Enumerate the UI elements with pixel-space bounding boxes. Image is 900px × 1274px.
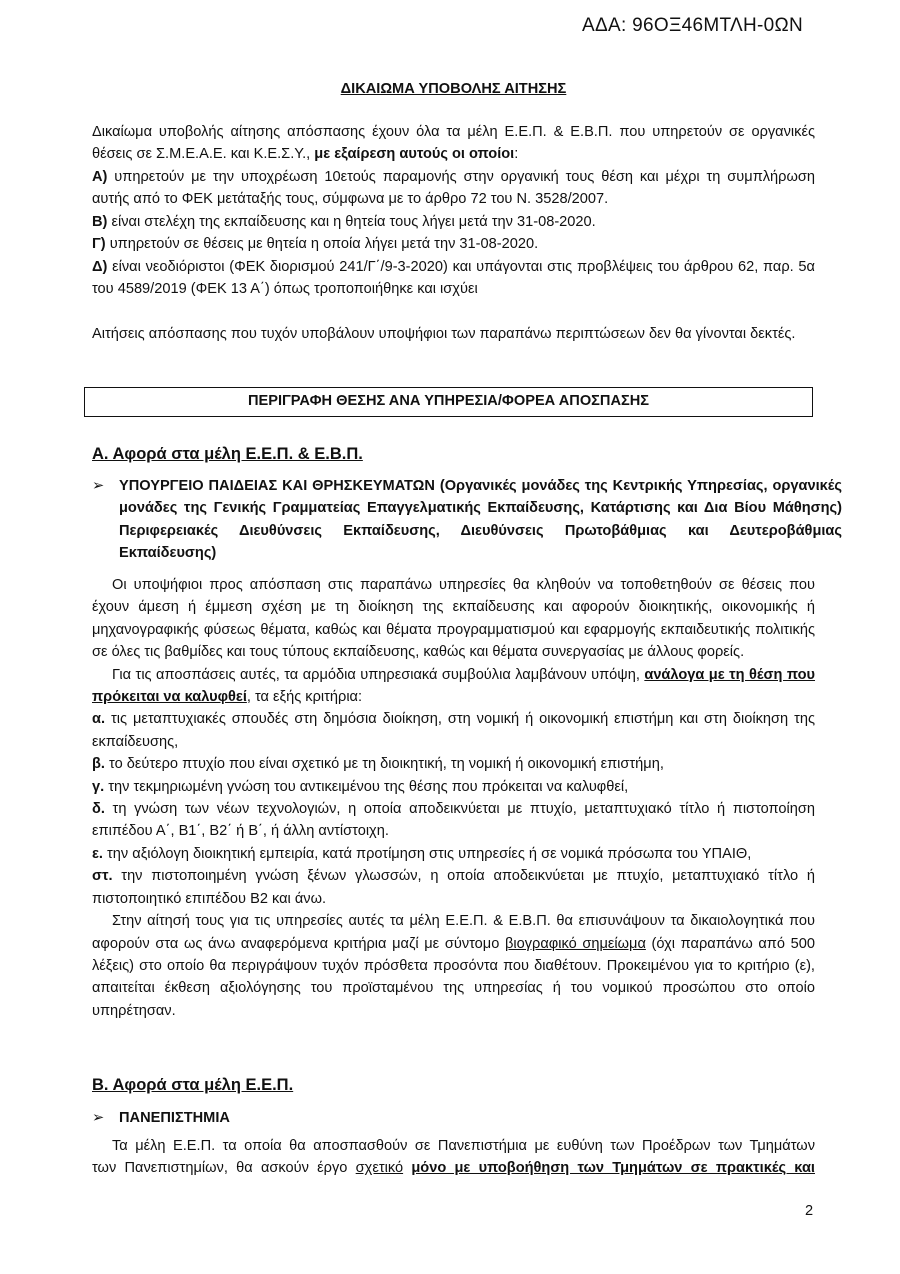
para-emphasis: μόνο με υποβοήθηση των Τμημάτων σε πρακτικές και [411,1160,815,1177]
criterion-item [92,843,815,865]
criterion-text: την αξιόλογη διοικητική εμπειρία, κατά προτίμηση στις υπηρεσίες ή σε νομικά πρόσωπα του ΥΠΑΙΘ, [102,845,752,862]
para-line [92,1157,815,1179]
criterion-label: β. [92,756,105,773]
cv-underlined: βιογραφικό σημείωμα [504,935,646,952]
exception-item [92,166,815,211]
para-text: Στην αίτησή τους για τις υπηρεσίες αυτές τα μέλη Ε.Ε.Π. & Ε.Β.Π. θα επισυνάψουν τα δικαιολογητικά που αφορούν στα ως άνω αναφερόμενα κριτήρια μαζί με σύντομο [92,913,815,952]
universities-bullet [92,1107,842,1129]
page-number: 2 [805,1203,814,1219]
criterion-text: τη γνώση των νέων τεχνολογιών, η οποία αποδεικνύεται με πτυχίο, μεταπτυχιακό τίτλο ή πιστοποίηση επιπέδου Α΄, Β1΄, Β2΄ ή Β΄, ή άλλη αντίστοιχη. [92,801,815,840]
exceptions-list [92,166,815,300]
ministry-line: Περιφερειακές Διευθύνσεις Εκπαίδευσης, Διευθύνσεις Πρωτοβάθμιας και Δευτεροβάθμιας [119,522,842,539]
ada-code: ΑΔΑ: 96ΟΞ46ΜΤΛΗ-0ΩΝ [582,15,803,36]
criterion-text: την τεκμηριωμένη γνώση του αντικειμένου της θέσης που πρόκειται να καλυφθεί, [104,778,629,795]
exception-label: Δ) [92,258,108,275]
exception-label: Α) [92,169,108,185]
ministry-bullet [92,475,842,565]
section-b-heading: Β. Αφορά στα μέλη Ε.Ε.Π. [92,1076,294,1094]
criterion-item [92,798,815,843]
exception-label: Β) [92,213,108,230]
section-a-heading: Α. Αφορά στα μέλη Ε.Ε.Π. & Ε.Β.Π. [92,445,363,463]
criterion-text: τις μεταπτυχιακές σπουδές στη δημόσια διοίκηση, στη νομική ή οικονομική επιστήμη και στη διοίκηση της εκπαίδευσης, [92,711,815,750]
document-title: ΔΙΚΑΙΩΜΑ ΥΠΟΒΟΛΗΣ ΑΙΤΗΣΗΣ [340,81,567,97]
criterion-text: το δεύτερο πτυχίο που είναι σχετικό με τη διοικητική, τη νομική ή οικονομική επιστήμη, [104,756,664,773]
arrow-bullet-icon: ➢ [92,478,105,494]
para-text: , τα εξής κριτήρια: [246,689,363,706]
universities-label: ΠΑΝΕΠΙΣΤΗΜΙΑ [119,1110,230,1126]
section-box-title: ΠΕΡΙΓΡΑΦΗ ΘΕΣΗΣ ΑΝΑ ΥΠΗΡΕΣΙΑ/ΦΟΡΕΑ ΑΠΟΣΠΑΣΗΣ [84,387,813,417]
criterion-text: την πιστοποιημένη γνώση ξένων γλωσσών, η οποία αποδεικνύεται με πτυχίο, μεταπτυχιακό τίτλο ή πιστοποιητικό επιπέδου Β2 και άνω. [92,868,815,907]
para-text: (όχι παραπάνω από 500 λέξεις) στο οποίο θα περιγράψουν τυχόν πρόσθετα προσόντα που διαθέτουν. Προκειμένου για το κριτήριο (ε), απαιτείται έκθεση αξιολόγησης του προϊσταμένου της υπηρεσίας ή του νομικού προσώπου στο οποίο υπηρέτησαν. [92,935,815,1019]
intro-bold: με εξαίρεση αυτούς οι οποίοι [314,146,515,163]
criterion-label: γ. [92,778,105,795]
exception-text: υπηρετούν με την υποχρέωση 10ετούς παραμονής στην οργανική τους θέση και μέχρι τη συμπλήρωση αυτής από το ΦΕΚ μετάταξής τους, σύμφωνα με το άρθρο 72 του Ν. 3528/2007. [92,169,815,208]
para-text: των Πανεπιστημίων, θα ασκούν έργο [92,1160,356,1177]
section-a [92,443,815,465]
para-emphasis: ανάλογα με τη θέση που πρόκειται να καλυφθεί [92,666,816,706]
exception-text: υπηρετούν σε θέσεις με θητεία η οποία λήγει μετά την 31-08-2020. [105,236,539,253]
criterion-item [92,708,815,753]
exception-label: Γ) [92,236,106,253]
exception-item [92,233,815,255]
criterion-label: δ. [92,801,105,818]
criterion-item [92,776,815,798]
para-line: Τα μέλη Ε.Ε.Π. τα οποία θα αποσπασθούν σε Πανεπιστήμια με ευθύνη των Προέδρων των Τμημάτων [112,1138,815,1154]
para-documents [92,910,815,1022]
intro-paragraph [92,121,815,166]
criterion-item [92,753,815,775]
not-accepted-paragraph: Αιτήσεις απόσπασης που τυχόν υποβάλουν υποψήφιοι των παραπάνω περιπτώσεων δεν θα γίνονται δεκτές. [92,326,796,342]
para-underlined: σχετικό [355,1160,404,1177]
exception-text: είναι στελέχη της εκπαίδευσης και η θητεία τους λήγει μετά την 31-08-2020. [107,213,596,230]
para-criteria-intro [92,664,815,709]
universities-paragraph [92,1135,815,1180]
criterion-item [92,865,815,910]
para-text: Για τις αποσπάσεις αυτές, τα αρμόδια υπηρεσιακά συμβούλια λαμβάνουν υπόψη, [112,666,645,683]
intro-end: : [514,146,519,163]
ministry-line: Εκπαίδευσης) [119,545,217,562]
arrow-bullet-icon: ➢ [92,1110,105,1126]
section-a-body [92,574,815,1022]
exception-text: είναι νεοδιόριστοι (ΦΕΚ διορισμού 241/Γ΄/9-3-2020) και υπάγονται στις προβλέψεις του άρθρου 62, παρ. 5α του 4589/2019 (ΦΕΚ 13 Α΄) όπως τροποποιήθηκε και ισχύει [92,258,815,298]
criterion-label: α. [92,711,106,728]
criterion-label: στ. [92,868,113,885]
para-candidates: Οι υποψήφιοι προς απόσπαση στις παραπάνω υπηρεσίες θα κληθούν να τοποθετηθούν σε θέσεις που έχουν άμεση ή έμμεση σχέση με τη διοίκηση της εκπαίδευσης και αφορούν διοικητικής, οικονομικής ή μηχανογραφικής φύσεως θέματα, καθώς και θέματα προγραμματισμού και εφαρμογής εκπαιδευτικής πολιτικής σε όλες τις βαθμίδες και τους τύπους εκπαίδευσης, καθώς και θέματα συνεργασίας με άλλους φορείς. [92,577,815,661]
exception-item [92,256,815,301]
ministry-line: μονάδες της Γενικής Γραμματείας Επαγγελματικής Εκπαίδευσης, Κατάρτισης και Δια Βίου Μάθησης) [119,500,842,517]
criterion-label: ε. [92,845,103,862]
intro-text: Δικαίωμα υποβολής αίτησης απόσπασης έχουν όλα τα μέλη Ε.Ε.Π. & Ε.Β.Π. που υπηρετούν σε οργανικές θέσεις σε Σ.Μ.Ε.Α.Ε. και Κ.Ε.Σ.Υ., [92,124,815,163]
exception-item [92,211,815,233]
ministry-line: ΥΠΟΥΡΓΕΙΟ ΠΑΙΔΕΙΑΣ ΚΑΙ ΘΡΗΣΚΕΥΜΑΤΩΝ (Οργανικές μονάδες της Κεντρικής Υπηρεσίας, οργανικές [119,478,842,494]
